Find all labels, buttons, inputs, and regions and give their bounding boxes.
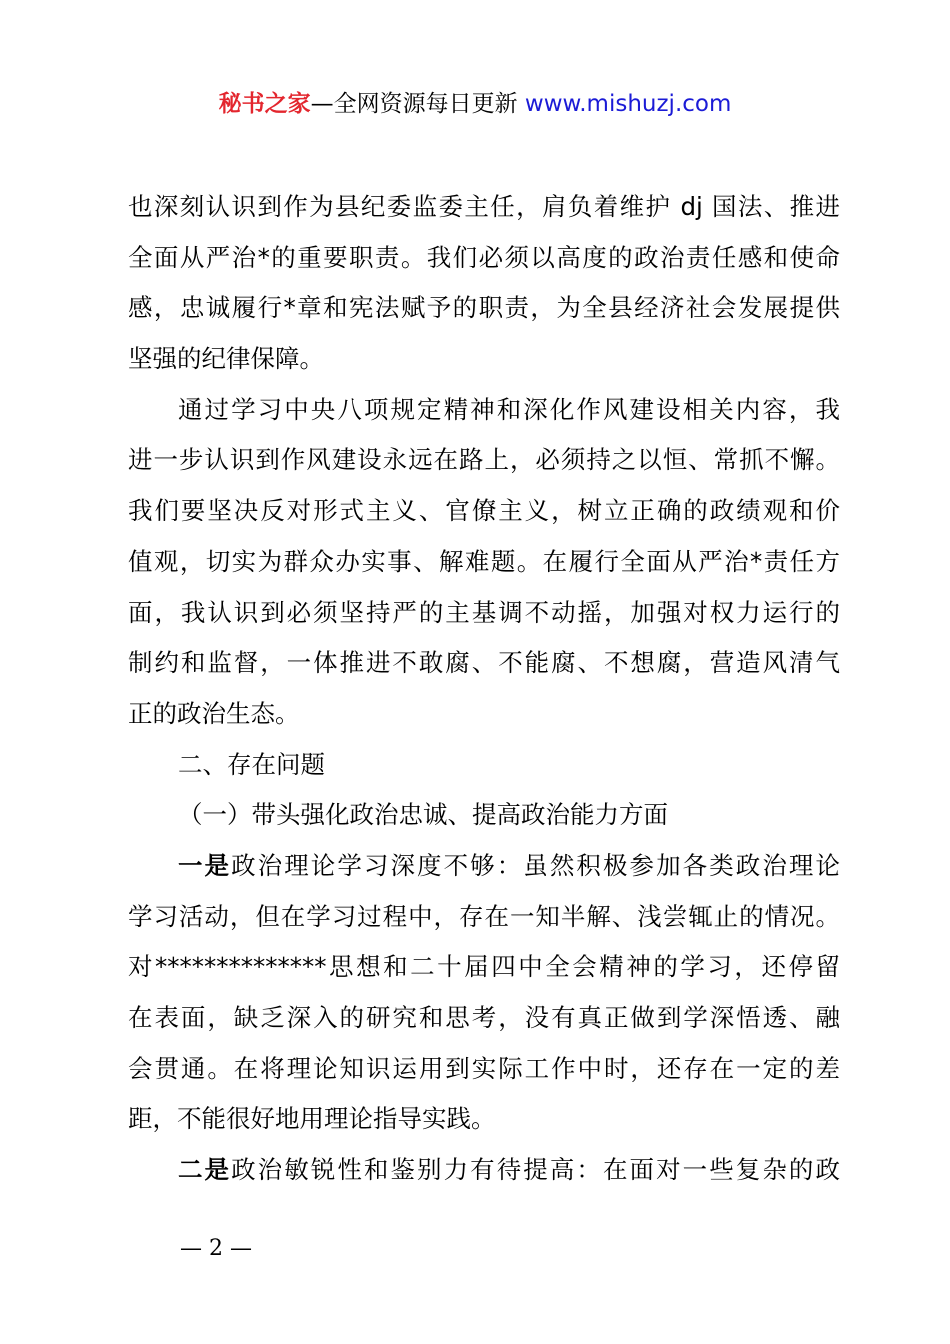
text-line: 值观，切实为群众办实事、解难题。在履行全面从严治*责任方 — [128, 546, 840, 576]
text-line: 学习活动，但在学习过程中，存在一知半解、浅尝辄止的情况。 — [128, 901, 840, 931]
subsection-heading: （一）带头强化政治忠诚、提高政治能力方面 — [178, 800, 668, 830]
text-line: 坚强的纪律保障。 — [128, 344, 324, 374]
bold-label-first: 一是 — [178, 850, 232, 880]
text-line: 全面从严治*的重要职责。我们必须以高度的政治责任感和使命 — [128, 242, 840, 272]
document-body — [128, 182, 840, 1196]
text-line: 我们要坚决反对形式主义、官僚主义，树立正确的政绩观和价 — [128, 496, 840, 526]
text-line: 在表面，缺乏深入的研究和思考，没有真正做到学深悟透、融 — [128, 1003, 840, 1032]
text-line-second-point: 二是政治敏锐性和鉴别力有待提高：在面对一些复杂的政 — [178, 1155, 840, 1185]
page-number: — 2 — — [180, 1236, 252, 1261]
text-line: 对**************思想和二十届四中全会精神的学习，还停留 — [128, 952, 840, 982]
section-heading: 二、存在问题 — [178, 749, 325, 779]
text-line: 会贯通。在将理论知识运用到实际工作中时，还存在一定的差 — [128, 1053, 840, 1083]
text-line-first-point: 一是政治理论学习深度不够：虽然积极参加各类政治理论 — [178, 850, 840, 880]
banner-tagline: —全网资源每日更新 — [310, 91, 518, 117]
text-line: 通过学习中央八项规定精神和深化作风建设相关内容，我 — [178, 394, 840, 424]
bold-label-second: 二是 — [178, 1155, 232, 1185]
brand-name: 秘书之家 — [218, 91, 311, 117]
text-line: 感，忠诚履行*章和宪法赋予的职责，为全县经济社会发展提供 — [128, 293, 840, 323]
text-line: 距，不能很好地用理论指导实践。 — [128, 1104, 496, 1134]
text-line: 进一步认识到作风建设永远在路上，必须持之以恒、常抓不懈。 — [128, 445, 840, 475]
text-line: 制约和监督，一体推进不敢腐、不能腐、不想腐，营造风清气 — [128, 648, 840, 678]
text-line: 也深刻认识到作为县纪委监委主任，肩负着维护 dj 国法、推进 — [128, 192, 840, 221]
site-url-link[interactable]: www.mishuzj.com — [524, 91, 732, 117]
text-line: 正的政治生态。 — [128, 698, 300, 728]
text-line: 面，我认识到必须坚持严的主基调不动摇，加强对权力运行的 — [128, 597, 840, 627]
site-banner — [0, 88, 950, 120]
